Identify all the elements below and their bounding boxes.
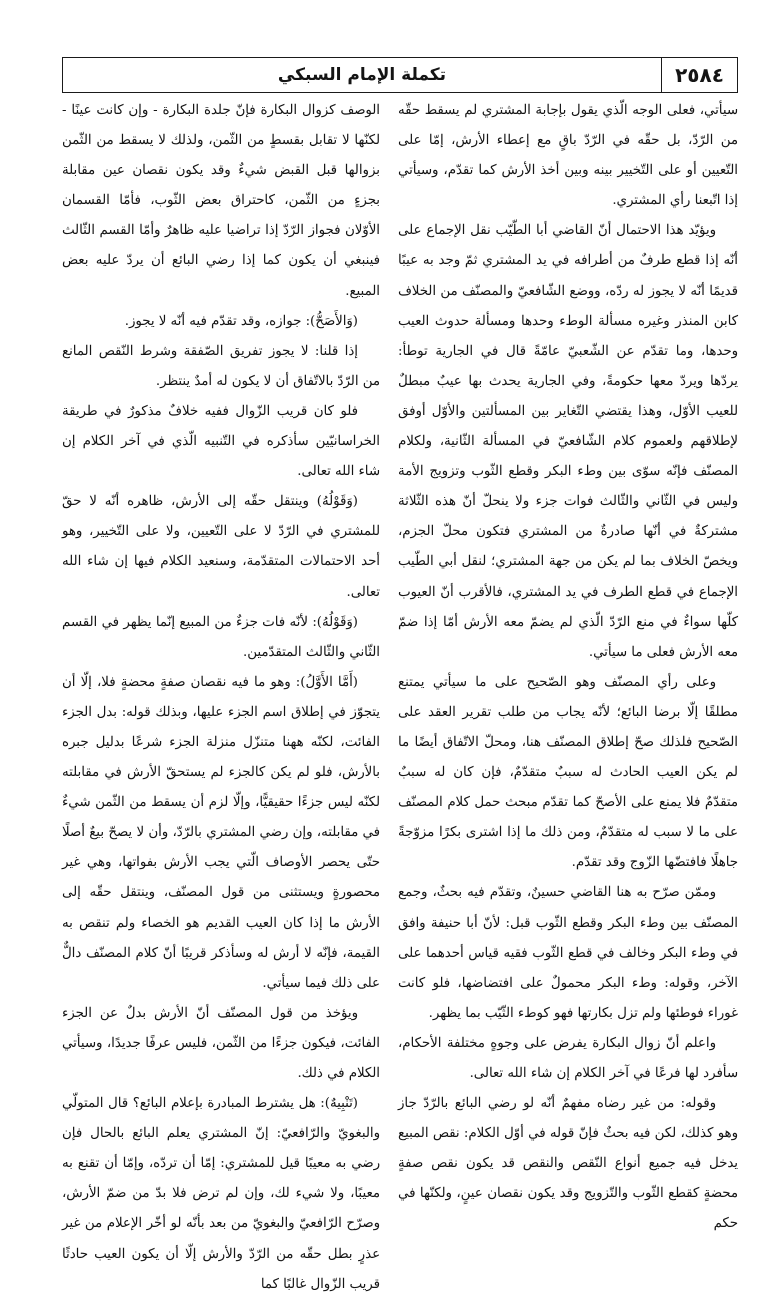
paragraph: (وَقَوْلُهُ) وينتقل حقّه إلى الأرش، ظاهره أنّه لا حقّ للمشتري في الرّدّ لا على التّعيين، ولا على التّخيير، وهو أحد الاحتمالات المتقدّمة، وسنعيد الكلام فيها إن شاء الله تعالى. (62, 494, 380, 600)
paragraph: (وَالأَصَحُّ): جوازه، وقد تقدّم فيه أنّه لا يجوز. (124, 313, 358, 329)
paragraph: سيأتي، فعلى الوجه الّذي يقول بإجابة المشتري لم يسقط حقّه من الرّدّ، بل حقّه في الرّدّ باقٍ مع إعطاء الأرش، إمّا على التّعيين أو على التّخيير بينه وبين أخذ الأرش كما تقدّم، وسيأتي إذا اتّبعنا رأي المشتري. (398, 103, 738, 209)
paragraph: وعلى رأي المصنّف وهو الصّحيح على ما سيأتي يمتنع مطلقًا إلّا برضا البائع؛ لأنّه يجاب من طلب تقرير العقد على الصّحيح فلذلك صحّ إطلاق المصنّف هنا، ومحلّ الاتّفاق أيضًا ما لم يكن العيب الحادث له سببٌ متقدّمٌ، فإن كان له سببٌ متقدّمٌ فلا يمنع على الأصحّ كما تقدّم مبحث حمل كلام المصنّف على ما لا سبب له متقدّمٌ، ومن ذلك ما إذا اشترى بكرًا مزوّجةً جاهلًا فافتضّها الزّوج وقد تقدّم. (398, 674, 738, 871)
paragraph: إذا قلنا: لا يجوز تفريق الصّفقة وشرط النّقص المانع من الرّدّ بالاتّفاق أن لا يكون له أمدٌ ينتظر. (62, 343, 380, 389)
left-text-column (62, 96, 380, 1292)
paragraph: الوصف كزوال البكارة فإنّ جلدة البكارة - وإن كانت عينًا - لكنّها لا تقابل بقسطٍ من الثّمن، ولذلك لا يسقط من الثّمن بزوالها قبل القبض شيءٌ وقد يكون نقصان عين مقابلة بجزءٍ من الثّمن، كاحتراق بعض الثّوب، فأمّا القسمان الأوّلان فجواز الرّدّ إذا تراضيا عليه ظاهرٌ وأمّا القسم الثّالث فينبغي أن يكون كما إذا رضي البائع أن يردّ عليه بعض المبيع. (62, 103, 380, 299)
paragraph: (وَقَوْلُهُ): لأنّه فات جزءٌ من المبيع إنّما يظهر في القسم الثّاني والثّالث المتقدّمين. (62, 614, 380, 660)
page-header (62, 57, 738, 93)
running-title: تكملة الإمام السبكي (277, 65, 447, 85)
paragraph: وممّن صرّح به هنا القاضي حسينٌ، وتقدّم فيه بحثٌ، وجمع المصنّف بين وطء البكر وقطع الثّوب قبل: لأنّ أبا حنيفة وافق في وطء البكر وخالف في قطع الثّوب فقيه قياس أحدهما على الآخر، وقوله: وطء البكر محمولٌ على افتضاضها، فلو كانت غوراء فوطئها ولم تزل بكارتها فهو كوطء الثّيّب بما يظهر. (398, 885, 738, 1021)
paragraph: ويؤيّد هذا الاحتمال أنّ القاضي أبا الطّيّب نقل الإجماع على أنّه إذا قطع طرفٌ من أطرافه في يد المشتري ثمّ وجد به عيبًا قديمًا أنّه لا يجوز له ردّه، ووضع الشّافعيّ والمصنّف من الخلاف كابن المنذر وغيره مسألة الوطء وحدها ومسألة حدوث العيب وحدها، وما تقدّم عن الشّعبيّ عامّةً قال في الجارية توطأ: يردّها ويردّ معها حكومةً، وفي الجارية يحدث بها عيبٌ مبطلٌ للعيب الأوّل، وهذا يقتضي التّغاير بين المسألتين والأوّل أوفق لإطلاقهم ولعموم كلام الشّافعيّ في المسألة الثّانية، ولكلام المصنّف فإنّه سوّى بين وطء البكر وقطع الثّوب وتزويج الأمة وليس في الثّاني والثّالث فوات جزء ولا ينحلّ أنّ هذه الثّلاثة مشتركةٌ في أنّها صادرةٌ من المشتري فتكون محلّ الجزم، ويخصّ الخلاف بما لم يكن من جهة المشتري؛ لنقل أبي الطّيب الإجماع في قطع الطرف في يد المشتري، فالأقرب أنّ العيوب كلّها سواءٌ في منع الرّدّ الّذي لم يضمّ معه الأرش أمّا إذا ضمّ معه الأرش فعلى ما سيأتي. (398, 223, 738, 660)
paragraph: ويؤخذ من قول المصنّف أنّ الأرش بدلٌ عن الجزء الفائت، فيكون جزءًا من الثّمن، فليس عرفًا جديدًا، وسيأتي الكلام في ذلك. (62, 1005, 380, 1081)
paragraph: وقوله: من غير رضاه مفهمٌ أنّه لو رضي البائع بالرّدّ جاز وهو كذلك، لكن فيه بحثٌ فإنّ قوله في أوّل الكلام: نقص المبيع يدخل فيه جميع أنواع النّقص والنقص قد يكون نقص صفةٍ محضةٍ كقطع الثّوب والتّزويج وقد يكون نقصان عينٍ، ولكنّها في حكم (398, 1096, 738, 1232)
paragraph: فلو كان قريب الزّوال ففيه خلافٌ مذكورٌ في طريقة الخراسانيّين سأذكره في التّنبيه الّذي في آخر الكلام إن شاء الله تعالى. (62, 403, 380, 480)
page-number: ٢٥٨٤ (661, 58, 737, 92)
paragraph: (تَنْبِيهٌ): هل يشترط المبادرة بإعلام البائع؟ قال المتولّي والبغويّ والرّافعيّ: إنّ المشتري يعلم البائع بالحال فإن رضي به معيبًا قيل للمشتري: إمّا أن تردّه، وإمّا أن تقنع به معيبًا، ولا شيء لك، وإن لم ترض فلا بدّ من ضمّ الأرش، وصرّح الرّافعيّ والبغويّ من بعد بأنّه لو أخّر الإعلام من غير عذرٍ بطل حقّه من الرّدّ والأرش إلّا أن يكون العيب حادثًا قريب الزّوال غالبًا كما (62, 1096, 380, 1292)
paragraph: (أَمَّا الأَوَّلُ): وهو ما فيه نقصان صفةٍ محضةٍ فلا، إلّا أن يتجوّز في إطلاق اسم الجزء عليها، وبذلك قوله: بدل الجزء الفائت، لكنّه ههنا متنزّل منزلة الجزء شرعًا بدليل جبره بالأرش، فلو لم يكن كالجزء لم يستحقّ الأرش في مقابلته لكنّه ليس جزءًا حقيقيًّا، وإلّا لزم أن يسقط من الثّمن شيءٌ في مقابلته، وإن رضي المشتري بالرّدّ، وأن لا يصحّ بيعٌ أصلًا حتّى يحصر الأوصاف الّتي يجب الأرش بفواتها، وهي غير محصورةٍ ويستثنى من قول المصنّف، وينتقل حقّه إلى الأرش ما إذا كان العيب القديم هو الخصاء ولم تنقص به القيمة، فإنّه لا أرش له وسأذكر قريبًا أنّ كلام المصنّف دالٌّ على ذلك فيما سيأتي. (62, 674, 380, 991)
paragraph: واعلم أنّ زوال البكارة يفرض على وجوهٍ مختلفة الأحكام، سأفرد لها فرعًا في آخر الكلام إن شاء الله تعالى. (398, 1035, 738, 1081)
right-text-column (398, 96, 738, 1232)
